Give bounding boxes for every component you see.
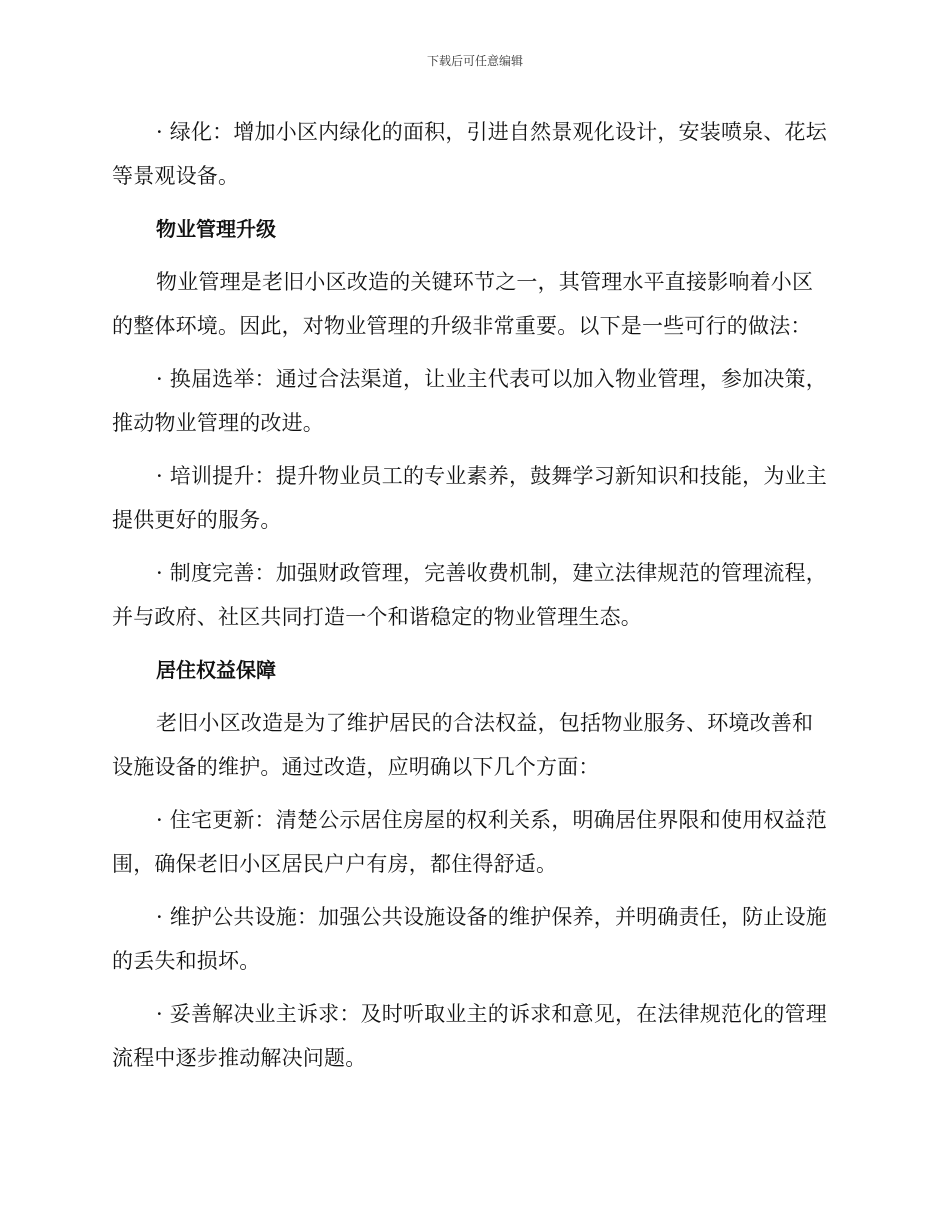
paragraph-housing-update: · 住宅更新：清楚公示居住房屋的权利关系，明确居住界限和使用权益范围，确保老旧小区居民户户有房，都住得舒适。 [112,808,827,876]
heading-property-management-upgrade: 物业管理升级 [156,217,276,241]
page-header: 下载后可任意编辑 [426,54,523,68]
paragraph-training: · 培训提升：提升物业员工的专业素养，鼓舞学习新知识和技能，为业主提供更好的服务。 [112,464,827,532]
paragraph-rights-intro: 老旧小区改造是为了维护居民的合法权益，包括物业服务、环境改善和设施设备的维护。通过改造，应明确以下几个方面： [112,711,814,779]
paragraph-public-facilities: · 维护公共设施：加强公共设施设备的维护保养，并明确责任，防止设施的丢失和损坏。 [112,905,827,973]
document-body [112,110,832,1089]
paragraph-owner-appeals: · 妥善解决业主诉求：及时听取业主的诉求和意见，在法律规范化的管理流程中逐步推动解决问题。 [112,1002,827,1070]
paragraph-greening: · 绿化：增加小区内绿化的面积，引进自然景观化设计，安装喷泉、花坛等景观设备。 [112,120,827,188]
paragraph-property-management-intro: 物业管理是老旧小区改造的关键环节之一，其管理水平直接影响着小区的整体环境。因此，对物业管理的升级非常重要。以下是一些可行的做法： [112,270,814,338]
heading-residential-rights: 居住权益保障 [156,658,276,682]
paragraph-election: · 换届选举：通过合法渠道，让业主代表可以加入物业管理，参加决策，推动物业管理的改进。 [112,367,827,435]
paragraph-system-improvement: · 制度完善：加强财政管理，完善收费机制，建立法律规范的管理流程，并与政府、社区共同打造一个和谐稳定的物业管理生态。 [112,561,827,629]
